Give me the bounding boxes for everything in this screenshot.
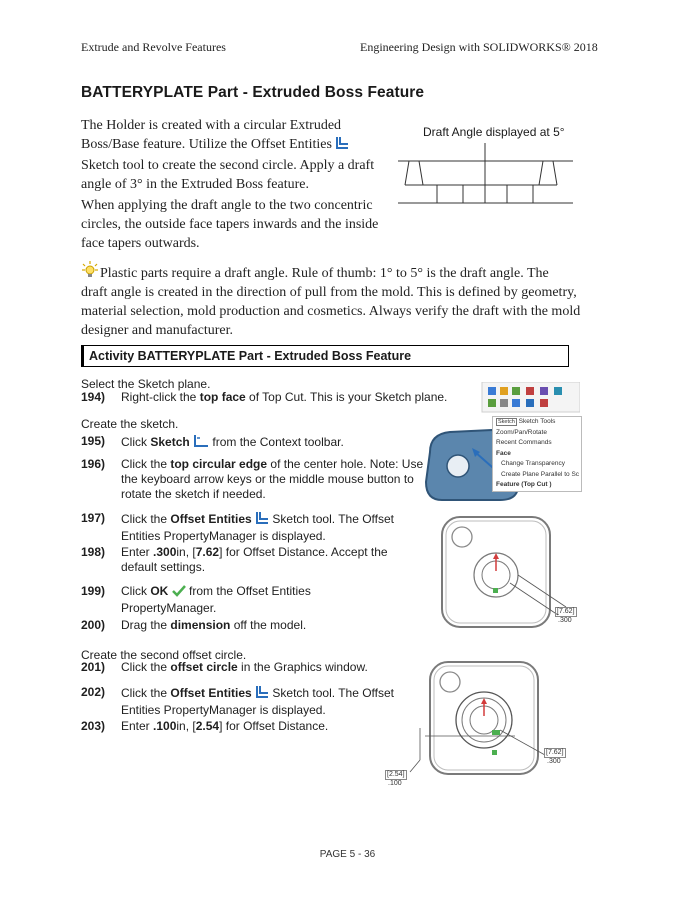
context-menu-item[interactable]: Recent Commands bbox=[496, 439, 552, 446]
context-menu-item[interactable]: Sketch Sketch Tools bbox=[498, 418, 556, 425]
dimension-label-3[interactable]: [2.54] .100 bbox=[387, 771, 405, 787]
context-menu-item[interactable]: Zoom/Pan/Rotate bbox=[496, 428, 547, 436]
tip-line: material selection, mold production and cosmetics. Always verify the draft with the mold bbox=[81, 304, 581, 319]
intro-second-offset: Create the second offset circle. bbox=[81, 648, 247, 662]
sketch-icon bbox=[193, 434, 209, 452]
tip-line: draft angle is created in the direction of pull from the mold. This is defined by geometry, bbox=[81, 285, 577, 300]
tip-paragraph bbox=[81, 264, 581, 340]
header-left: Extrude and Revolve Features bbox=[81, 40, 226, 54]
context-menu-screenshot bbox=[420, 382, 580, 502]
intro-line: Sketch tool to create the second circle. Apply a draft bbox=[81, 158, 375, 173]
context-menu-item[interactable]: Change Transparency bbox=[501, 460, 565, 467]
intro-line: Boss/Base feature. Utilize the Offset Entities bbox=[81, 135, 411, 156]
intro-create-sketch: Create the sketch. bbox=[81, 417, 179, 431]
context-menu-heading: Face bbox=[496, 449, 511, 457]
draft-paragraph bbox=[81, 196, 411, 253]
activity-banner bbox=[81, 345, 569, 367]
context-menu bbox=[492, 416, 582, 492]
offset-entities-icon bbox=[255, 685, 269, 703]
offset-figure-2 bbox=[380, 660, 580, 790]
intro-line: angle of 3° in the Extruded Boss feature. bbox=[81, 177, 309, 192]
draft-line: When applying the draft angle to the two concentric bbox=[81, 198, 373, 213]
header-right: Engineering Design with SOLIDWORKS® 2018 bbox=[360, 40, 598, 54]
context-menu-item[interactable]: Create Plane Parallel to Sc bbox=[501, 470, 580, 478]
dimension-label-2[interactable]: [7.62] .300 bbox=[546, 749, 564, 765]
draft-line: circles, the outside face tapers inwards and the inside bbox=[81, 217, 379, 232]
activity-title: Activity BATTERYPLATE Part - Extruded Boss Feature bbox=[89, 349, 412, 363]
offset-entities-icon bbox=[335, 136, 349, 156]
draft-figure-caption: Draft Angle displayed at 5° bbox=[423, 125, 565, 139]
offset-figure-1 bbox=[440, 515, 580, 640]
offset-entities-icon bbox=[255, 511, 269, 529]
intro-select-plane: Select the Sketch plane. bbox=[81, 377, 211, 391]
tip-line: designer and manufacturer. bbox=[81, 323, 233, 338]
section-title: BATTERYPLATE Part - Extruded Boss Feature bbox=[81, 84, 425, 101]
offset-figure-2-graphic bbox=[380, 660, 580, 790]
draft-line: face tapers outwards. bbox=[81, 236, 200, 251]
dimension-label-1[interactable]: [7.62] .300 bbox=[557, 608, 575, 624]
intro-paragraph bbox=[81, 116, 411, 194]
intro-line: The Holder is created with a circular Extruded bbox=[81, 118, 342, 133]
context-menu-item[interactable]: Feature (Top Cut ) bbox=[496, 481, 552, 488]
page-number: PAGE 5 - 36 bbox=[319, 849, 376, 860]
ok-checkmark-icon bbox=[172, 585, 186, 601]
draft-angle-diagram bbox=[393, 143, 573, 223]
tip-line: Plastic parts require a draft angle. Rule of thumb: 1° to 5° is the draft angle. The bbox=[100, 266, 549, 281]
